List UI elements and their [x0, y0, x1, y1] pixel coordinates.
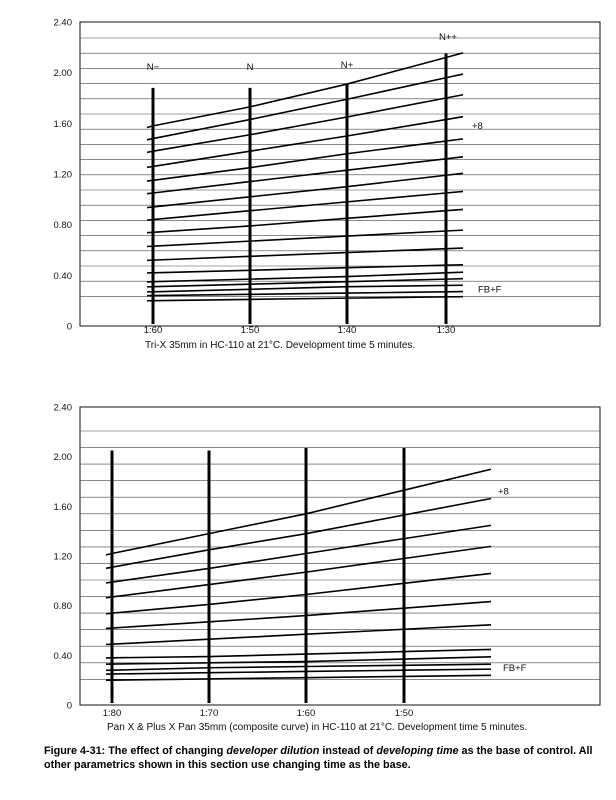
y-tick-label: 0.40 — [53, 650, 72, 662]
series-line — [147, 173, 463, 207]
y-tick-label: 1.20 — [53, 551, 72, 563]
bar-label: N+ — [340, 60, 354, 71]
y-tick-label: 0.80 — [53, 601, 72, 613]
chart-caption: Pan X & Plus X Pan 35mm (composite curve) in HC-110 at 21°C. Development time 5 minutes. — [107, 722, 528, 733]
chart-annotation: +8 — [472, 120, 483, 132]
series-line — [147, 209, 463, 232]
y-tick-label: 2.00 — [53, 68, 72, 80]
bar-label: N− — [146, 62, 160, 73]
caption-text-1: The effect of changing — [105, 745, 227, 757]
y-tick-label: 0 — [66, 321, 72, 333]
bar-label: N — [246, 62, 254, 73]
y-tick-label: 2.40 — [53, 17, 72, 29]
y-tick-label: 1.20 — [53, 169, 72, 181]
y-tick-label: 0.40 — [53, 270, 72, 282]
y-tick-label: 2.00 — [53, 452, 72, 464]
x-tick-label: 1:80 — [102, 708, 122, 719]
x-tick-label: 1:50 — [394, 708, 414, 719]
x-tick-label: 1:60 — [296, 708, 316, 719]
series-line — [106, 573, 491, 613]
chart-annotation: +8 — [498, 486, 509, 498]
series-line — [106, 649, 491, 658]
series-line — [147, 292, 463, 296]
series-line — [147, 74, 463, 140]
series-line — [106, 469, 491, 555]
figure-label: Figure 4-31: — [44, 745, 106, 757]
figure-caption — [44, 744, 610, 772]
caption-emphasis-dilution: developer dilution — [226, 745, 320, 757]
y-tick-label: 1.60 — [53, 501, 72, 513]
caption-text-2: instead of — [319, 745, 377, 757]
series-line — [147, 297, 463, 301]
x-tick-label: 1:70 — [199, 708, 219, 719]
series-line — [106, 625, 491, 645]
x-tick-label: 1:50 — [240, 325, 260, 336]
series-line — [147, 248, 463, 260]
series-line — [147, 95, 463, 153]
series-line — [106, 602, 491, 629]
series-line — [147, 53, 463, 128]
chart-1 — [54, 18, 601, 352]
y-tick-label: 0 — [66, 700, 72, 712]
x-tick-label: 1:60 — [143, 325, 163, 336]
y-tick-label: 0.80 — [53, 220, 72, 232]
y-tick-label: 2.40 — [53, 402, 72, 414]
series-line — [147, 230, 463, 246]
series-line — [106, 669, 491, 674]
chart-annotation: FB+F — [478, 284, 502, 296]
caption-emphasis-time: developing time — [376, 745, 459, 757]
x-tick-label: 1:30 — [436, 325, 456, 336]
x-tick-label: 1:40 — [337, 325, 357, 336]
caption-text-3: as the base of control. All other parametrics shown in this section use changing time as the base. — [44, 745, 593, 771]
chart-annotation: FB+F — [503, 662, 527, 674]
y-tick-label: 1.60 — [53, 118, 72, 130]
series-line — [147, 191, 463, 220]
chart-2 — [54, 403, 601, 734]
chart-caption: Tri-X 35mm in HC-110 at 21°C. Development time 5 minutes. — [145, 340, 416, 351]
bar-label: N++ — [439, 32, 457, 43]
